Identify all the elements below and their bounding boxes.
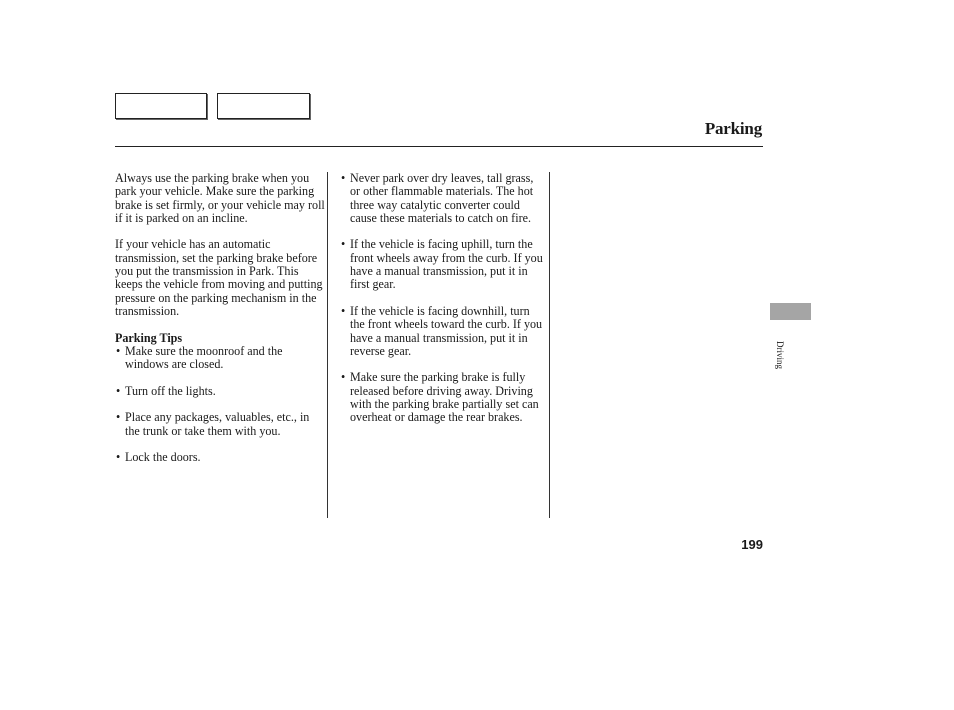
list-item: • Turn off the lights. [116, 383, 216, 398]
bullet-icon: • [116, 410, 121, 425]
bullet-icon: • [341, 171, 346, 185]
list-item: • If the vehicle is facing downhill, turn the front wheels toward the curb. If you have a manual transmission, put it in reverse gear. [341, 303, 543, 358]
column-divider [549, 172, 550, 518]
middle-column [340, 172, 546, 438]
nav-button-previous[interactable] [115, 93, 207, 119]
page-number: 199 [741, 537, 763, 552]
list-item: • Place any packages, valuables, etc., in the trunk or take them with you. [116, 410, 310, 438]
parking-precautions-list [340, 172, 546, 425]
paragraph-automatic-transmission: If your vehicle has an automatic transmission, set the parking brake before you put the transmission in Park. This keeps the vehicle from moving and putting pressure on the parking mechanism in the transmission. [115, 237, 323, 318]
list-item: • Lock the doors. [116, 450, 201, 465]
bullet-icon: • [116, 383, 121, 398]
subheading-parking-tips: Parking Tips [115, 330, 183, 345]
nav-button-next[interactable] [217, 93, 310, 119]
bullet-icon: • [341, 370, 346, 385]
list-item: • Make sure the parking brake is fully released before driving away. Driving with the parking brake partially set can overheat or damage the rear brakes. [341, 370, 539, 425]
parking-tips-list [115, 345, 325, 465]
bullet-icon: • [341, 237, 346, 252]
list-item: • If the vehicle is facing uphill, turn the front wheels away from the curb. If you have a manual transmission, put it in first gear. [341, 237, 543, 292]
list-item: • Make sure the moonroof and the windows are closed. [116, 343, 283, 372]
column-divider [327, 172, 328, 518]
left-column [115, 172, 325, 478]
list-item: • Never park over dry leaves, tall grass, or other flammable materials. The hot three way catalytic converter could cause these materials to catch on fire. [341, 171, 534, 225]
section-tab[interactable] [770, 303, 811, 320]
page-title: Parking [704, 119, 762, 138]
bullet-icon: • [116, 450, 121, 465]
bullet-icon: • [116, 343, 121, 358]
section-label: Driving [775, 341, 785, 369]
header-rule [115, 146, 763, 147]
bullet-icon: • [341, 303, 346, 318]
paragraph-parking-brake: Always use the parking brake when you park your vehicle. Make sure the parking brake is set firmly, or your vehicle may roll if it is parked on an incline. [115, 171, 325, 225]
